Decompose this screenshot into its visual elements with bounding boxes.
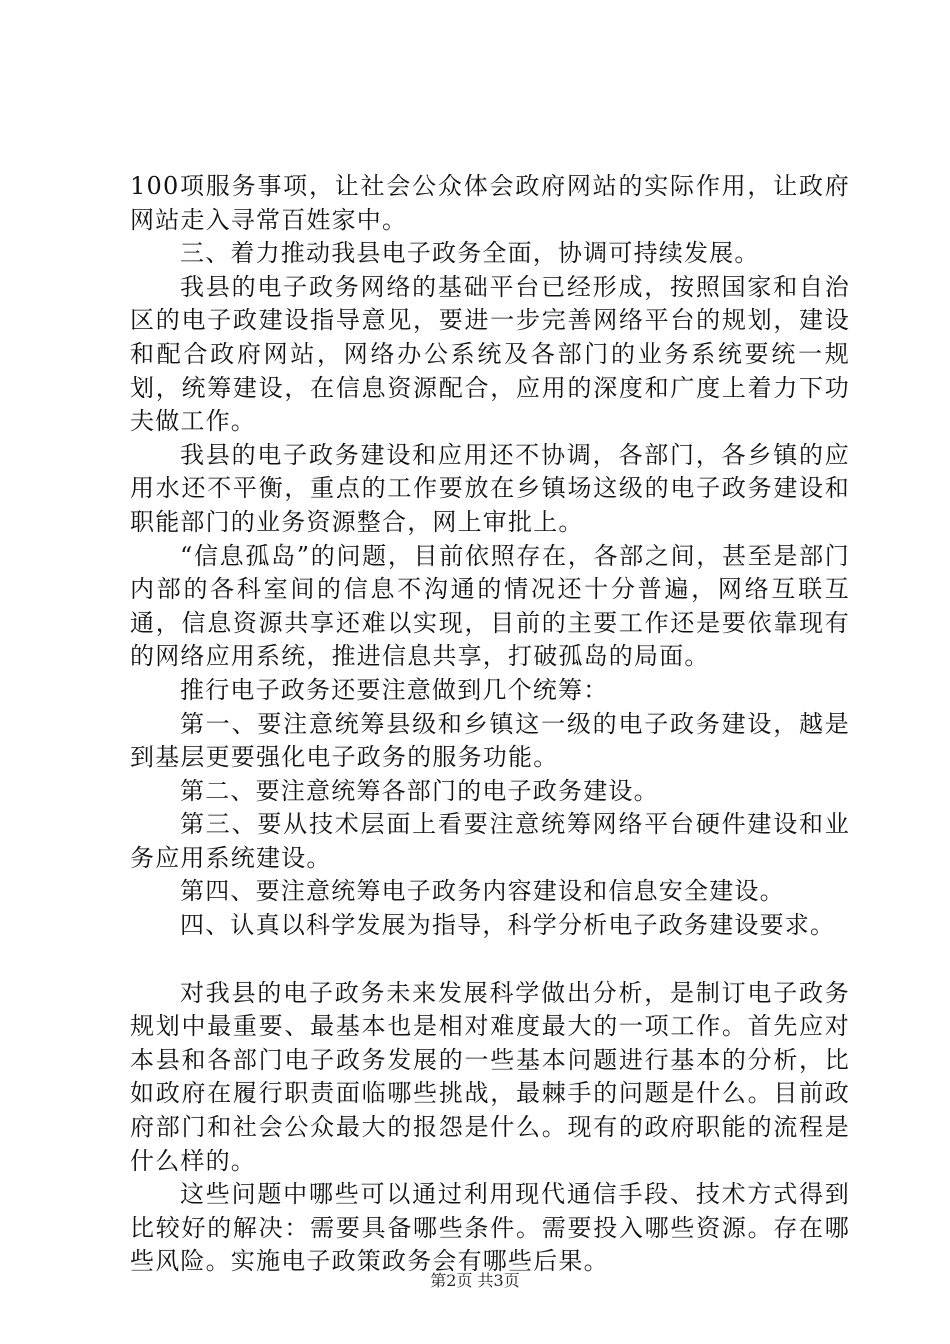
paragraph: 我县的电子政务网络的基础平台已经形成，按照国家和自治区的电子政建设指导意见，要进一步完善网络平台的规划，建设和配合政府网站，网络办公系统及各部门的业务系统要统一规划，统筹建设，在信息资源配合，应用的深度和广度上着力下功夫做工作。 — [130, 272, 850, 436]
section-heading-4: 四、认真以科学发展为指导，科学分析电子政务建设要求。 — [180, 911, 836, 940]
list-item: 第二、要注意统筹各部门的电子政务建设。 — [180, 776, 659, 805]
paragraph: 我县的电子政务建设和应用还不协调，各部门，各乡镇的应用水还不平衡，重点的工作要放在乡镇场这级的电子政务建设和职能部门的业务资源整合，网上审批上。 — [130, 440, 850, 536]
paragraph-continuation: 100项服务事项，让社会公众体会政府网站的实际作用，让政府网站走入寻常百姓家中。 — [130, 172, 850, 234]
list-item: 第一、要注意统筹县级和乡镇这一级的电子政务建设，越是到基层更要强化电子政务的服务功能。 — [130, 709, 850, 772]
paragraph: 推行电子政务还要注意做到几个统筹： — [180, 675, 609, 704]
list-item: 第四、要注意统筹电子政务内容建设和信息安全建设。 — [180, 877, 785, 906]
paragraph: 对我县的电子政务未来发展科学做出分析，是制订电子政务规划中最重要、最基本也是相对难度最大的一项工作。首先应对本县和各部门电子政务发展的一些基本问题进行基本的分析，比如政府在履行职责面临哪些挑战，最棘手的问题是什么。目前政府部门和社会公众最大的报怨是什么。现有的政府职能的流程是什么样的。 — [130, 978, 850, 1175]
page-number-footer: 第2页 共3页 — [430, 1271, 520, 1290]
paragraph: 这些问题中哪些可以通过利用现代通信手段、技术方式得到比较好的解决：需要具备哪些条件。需要投入哪些资源。存在哪些风险。实施电子政策政务会有哪些后果。 — [130, 1180, 850, 1276]
section-heading-3: 三、着力推动我县电子政务全面，协调可持续发展。 — [180, 239, 760, 268]
document-body — [130, 170, 850, 1279]
paragraph-gap — [130, 943, 850, 977]
paragraph: “信息孤岛”的问题，目前依照存在，各部之间，甚至是部门内部的各科室间的信息不沟通的情况还十分普遍，网络互联互通，信息资源共享还难以实现，目前的主要工作还是要依靠现有的网络应用系统，推进信息共享，打破孤岛的局面。 — [130, 541, 850, 671]
list-item: 第三、要从技术层面上看要注意统筹网络平台硬件建设和业务应用系统建设。 — [130, 810, 850, 872]
